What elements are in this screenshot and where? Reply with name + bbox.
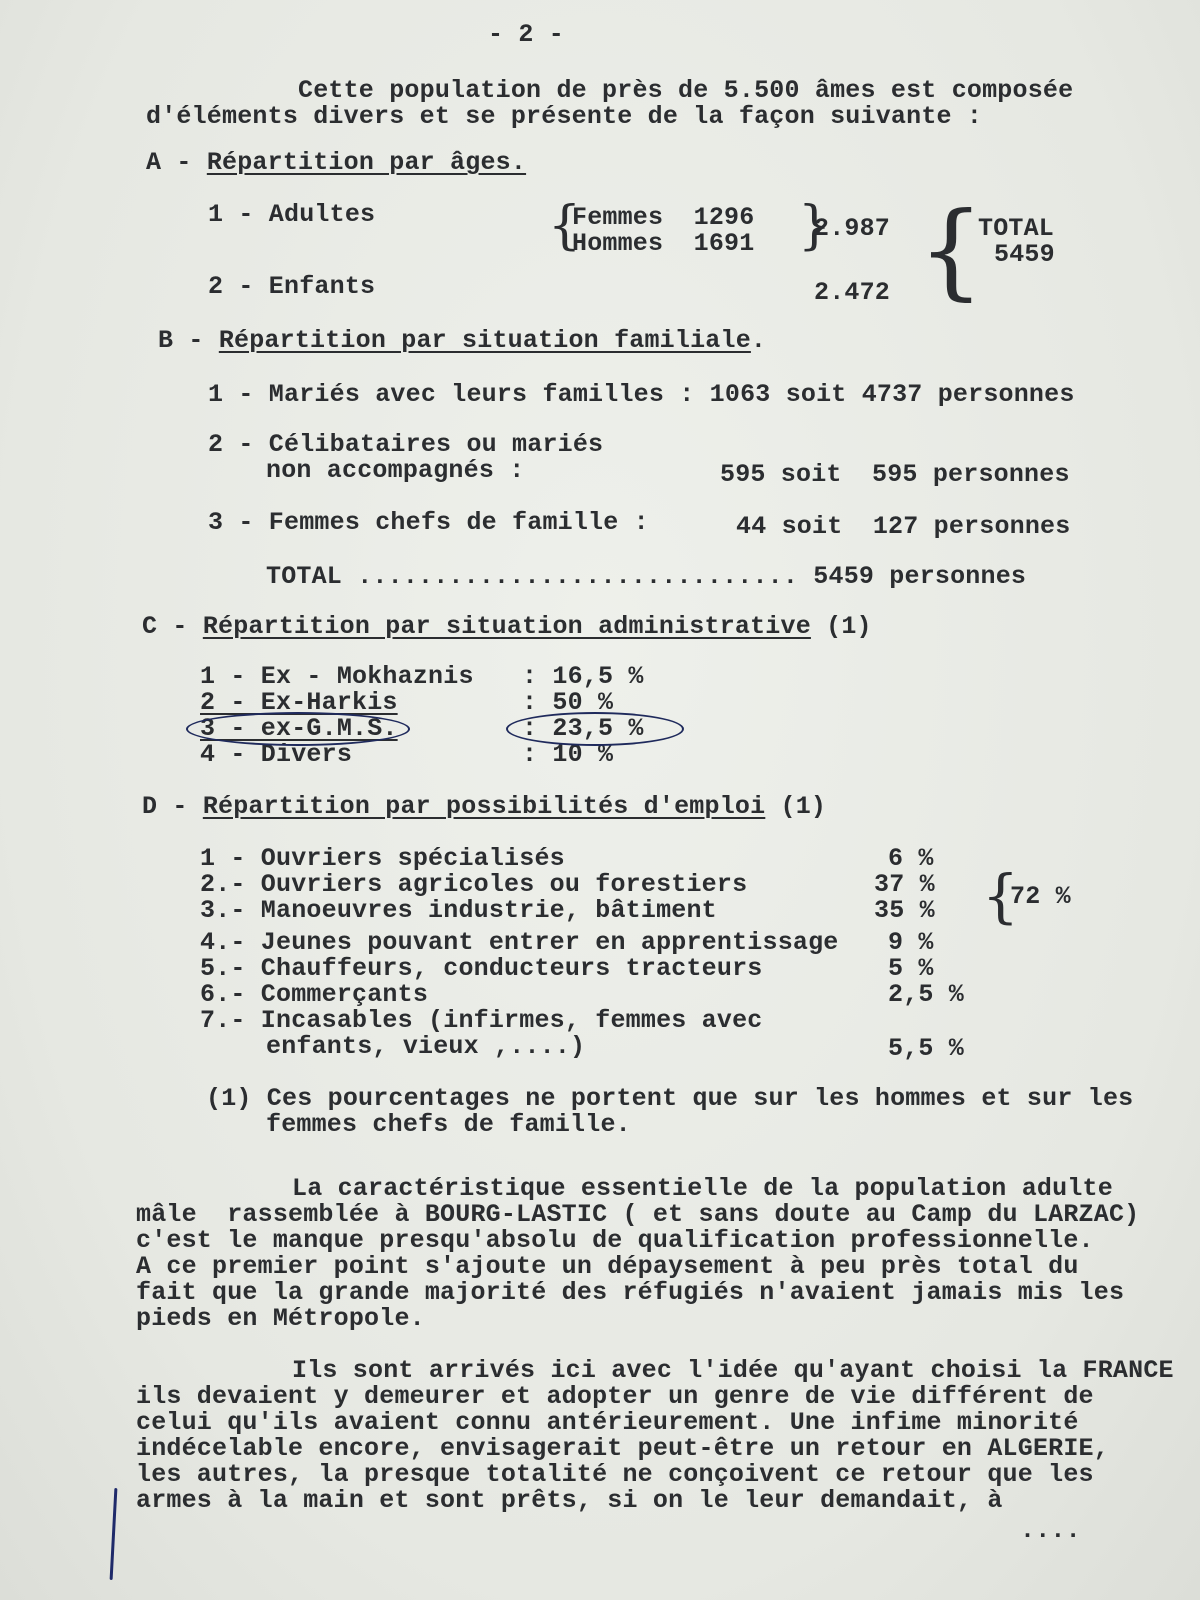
emploi-item-label: enfants, vieux ,....) — [266, 1032, 586, 1061]
paragraph-2-line: Ils sont arrivés ici avec l'idée qu'ayant choisi la FRANCE — [292, 1356, 1174, 1385]
hommes-count: Hommes 1691 — [572, 229, 755, 258]
section-a-heading — [146, 150, 526, 176]
admin-item-value: : 23,5 % — [522, 714, 644, 743]
section-d-title: Répartition par possibilités d'emploi — [202, 792, 766, 821]
emploi-item-label: 6.- Commerçants — [200, 980, 429, 1009]
group-brace: { — [982, 862, 1019, 930]
celibataires-line-2: non accompagnés : — [266, 456, 525, 485]
enfants-total: 2.472 — [814, 278, 891, 307]
admin-item-value: : 16,5 % — [522, 662, 644, 691]
continuation-dots: .... — [1020, 1516, 1081, 1545]
paragraph-1-line: La caractéristique essentielle de la population adulte — [292, 1174, 1113, 1203]
femmes-count: Femmes 1296 — [572, 203, 755, 232]
paragraph-2-line: les autres, la presque totalité ne conçoivent ce retour que les — [136, 1460, 1094, 1489]
emploi-item-label: 5.- Chauffeurs, conducteurs tracteurs — [200, 954, 763, 983]
emploi-item-label: 2.- Ouvriers agricoles ou forestiers — [200, 870, 748, 899]
footnote-line-1: (1) Ces pourcentages ne portent que sur les hommes et sur les — [206, 1084, 1134, 1113]
celibataires-line-1: 2 - Célibataires ou mariés — [208, 430, 604, 459]
page-number: - 2 - — [488, 20, 565, 49]
paragraph-2-line: ils devaient y demeurer et adopter un genre de vie différent de — [136, 1382, 1094, 1411]
intro-line-2: d'éléments divers et se présente de la façon suivante : — [146, 102, 983, 131]
emploi-item-value: 5 % — [888, 954, 934, 983]
handwritten-margin-mark — [110, 1488, 118, 1580]
total-brace: { — [918, 189, 985, 311]
emploi-item-value: 37 % — [874, 870, 935, 899]
paragraph-1-line: fait que la grande majorité des réfugiés n'avaient jamais mis les — [136, 1278, 1125, 1307]
celibataires-count: 595 soit 595 personnes — [720, 460, 1070, 489]
left-brace-adultes: { — [548, 196, 582, 256]
admin-item-value: : 10 % — [522, 740, 614, 769]
admin-item-label: 3 - ex-G.M.S. — [200, 714, 398, 743]
intro-line-1: Cette population de près de 5.500 âmes est composée — [298, 76, 1074, 105]
handwritten-circle-gms-label — [186, 712, 410, 746]
section-b-heading — [158, 328, 766, 354]
emploi-item-value: 2,5 % — [888, 980, 965, 1009]
adultes-total: 2.987 — [814, 214, 891, 243]
paragraph-2-line: armes à la main et sont prêts, si on le leur demandait, à — [136, 1486, 1003, 1515]
paragraph-1-line: A ce premier point s'ajoute un dépaysement à peu près total du — [136, 1252, 1079, 1281]
emploi-item-value: 35 % — [874, 896, 935, 925]
femmes-chefs-line: 3 - Femmes chefs de famille : — [208, 508, 649, 537]
total-value-a: 5459 — [994, 240, 1055, 269]
section-b-title: Répartition par situation familiale — [218, 326, 751, 355]
section-d-heading — [142, 794, 826, 820]
emploi-item-label: 3.- Manoeuvres industrie, bâtiment — [200, 896, 717, 925]
section-c-prefix: C - — [142, 612, 203, 641]
section-c-note: (1) — [810, 612, 872, 641]
handwritten-circle-gms-value — [506, 712, 684, 746]
emploi-group-total: 72 % — [1010, 882, 1071, 911]
paragraph-2-line: indécelable encore, envisagerait peut-être un retour en ALGERIE, — [136, 1434, 1109, 1463]
emploi-item-label: 7.- Incasables (infirmes, femmes avec — [200, 1006, 763, 1035]
admin-item-label: 2 - Ex-Harkis — [200, 688, 398, 717]
section-d-note: (1) — [765, 792, 827, 821]
section-b-prefix: B - — [158, 326, 219, 355]
paragraph-1-line: mâle rassemblée à BOURG-LASTIC ( et sans doute au Camp du LARZAC) — [136, 1200, 1140, 1229]
emploi-item-value: 9 % — [888, 928, 934, 957]
femmes-chefs-count: 44 soit 127 personnes — [736, 512, 1071, 541]
right-brace-adultes: } — [798, 196, 832, 256]
total-b-line: TOTAL ............................. 5459 personnes — [266, 562, 1027, 591]
maries-line: 1 - Mariés avec leurs familles : 1063 soit 4737 personnes — [208, 380, 1075, 409]
admin-item-label: 1 - Ex - Mokhaznis — [200, 662, 474, 691]
emploi-item-value: 5,5 % — [888, 1034, 965, 1063]
section-c-title: Répartition par situation administrative — [202, 612, 811, 641]
admin-item-value: : 50 % — [522, 688, 614, 717]
section-d-prefix: D - — [142, 792, 203, 821]
emploi-item-label: 4.- Jeunes pouvant entrer en apprentissage — [200, 928, 839, 957]
emploi-item-value: 6 % — [888, 844, 934, 873]
total-label-a: TOTAL — [978, 214, 1055, 243]
section-c-heading — [142, 614, 872, 640]
footnote-line-2: femmes chefs de famille. — [266, 1110, 631, 1139]
enfants-label: 2 - Enfants — [208, 272, 376, 301]
paragraph-2-line: celui qu'ils avaient connu antérieurement. Une infime minorité — [136, 1408, 1079, 1437]
admin-item-label: 4 - Divers — [200, 740, 353, 769]
section-a-title: Répartition par âges. — [206, 148, 527, 177]
section-a-prefix: A - — [146, 148, 207, 177]
adultes-label: 1 - Adultes — [208, 200, 376, 229]
paragraph-1-line: c'est le manque presqu'absolu de qualification professionnelle. — [136, 1226, 1094, 1255]
emploi-item-label: 1 - Ouvriers spécialisés — [200, 844, 565, 873]
section-b-title-end: . — [750, 326, 767, 355]
paragraph-1-line: pieds en Métropole. — [136, 1304, 425, 1333]
